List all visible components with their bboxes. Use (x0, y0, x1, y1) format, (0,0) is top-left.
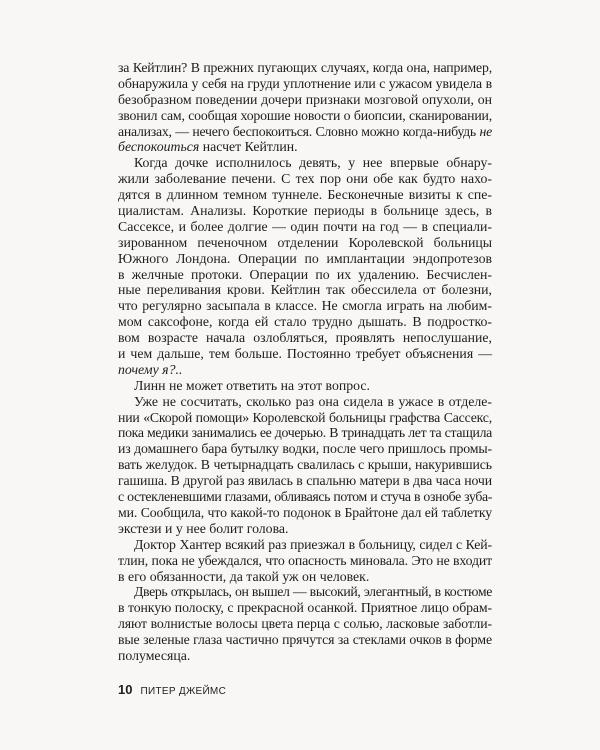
text-run: с остекленевшими глазами, обливаясь потом и стуча в ознобе зуба- (118, 489, 492, 505)
text-line (118, 171, 492, 187)
text-run: Линн не может ответить на этот вопрос. (134, 377, 370, 393)
text-run: Дверь открылась, он вышел — высокий, элегантный, в костюме (134, 584, 492, 600)
text-run: за Кейтлин? В прежних пугающих случаях, когда она, например, (118, 60, 492, 75)
text-run: в тонкую полоску, с прекрасной осанкой. Приятное лицо обрам- (118, 600, 492, 616)
text-run: пока медики занимались ее дочерью. В тринадцать лет та стащила (118, 425, 492, 441)
text-run: ми. Сообщила, что какой-то подонок в Брайтоне дал ей таблетку (118, 504, 492, 520)
text-run: в желчные протоки. Операции по их удалению. Бесчислен- (118, 266, 492, 282)
text-run: и чем дальше, тем больше. Постоянно требует объяснения — (118, 346, 492, 362)
text-run: зированном печеночном отделении Королевской больницы (118, 234, 492, 250)
text-line (118, 457, 492, 473)
paragraph (118, 537, 492, 585)
text-line (118, 235, 492, 251)
italic-text: почему я?.. (118, 361, 183, 377)
text-line (118, 203, 492, 219)
paragraph (118, 155, 492, 377)
text-line (118, 267, 492, 283)
text-run: нии «Скорой помощи» Королевской больницы графства Сассекс, (118, 409, 492, 425)
text-run: циалистам. Анализы. Короткие периоды в больнице здесь, в (118, 203, 492, 219)
body-text (118, 60, 492, 664)
text-run: Южного Лондона. Операции по имплантации эндопротезов (118, 250, 492, 266)
text-run: обнаружила у себя на груди уплотнение или с ужасом увидела в (118, 75, 492, 91)
text-run: вые зеленые глаза частично прячутся за стеклами очков в форме (118, 632, 492, 648)
paragraph (118, 60, 492, 155)
text-run: ные переливания крови. Кейтлин так обессилела от болезни, (118, 282, 492, 298)
text-run: тлин, пока не убеждался, что опасность миновала. Это не входит (118, 552, 492, 568)
text-run: вать желудок. В четырнадцать свалилась с крыши, накурившись (118, 457, 492, 473)
text-run: Когда дочке исполнилось девять, у нее впервые обнару- (134, 155, 492, 171)
text-line (118, 76, 492, 92)
text-line (118, 282, 492, 298)
text-run: звонил сам, сообщая хорошие новости о биопсии, сканировании, (118, 107, 492, 123)
text-run: анализах, — нечего беспокоиться. Словно можно когда-нибудь (118, 123, 480, 139)
text-line (118, 108, 492, 124)
text-line (118, 378, 492, 394)
text-line (118, 330, 492, 346)
text-line (118, 569, 492, 585)
page-number: 10 (118, 682, 133, 697)
text-run: мом саксофоне, когда ей стало трудно дышать. В подростко- (118, 314, 492, 330)
text-line (118, 489, 492, 505)
text-line (118, 553, 492, 569)
text-run: в его обязанности, да такой уж он человек. (118, 568, 370, 584)
text-run: Уже не сосчитать, сколько раз она сидела в ужасе в отделе- (134, 393, 492, 409)
text-run: насчет Кейтлин. (199, 139, 298, 155)
italic-text: не (479, 123, 492, 139)
text-run: Сассексе, и более долгие — один почти на год — в специали- (118, 218, 492, 234)
text-run: жили заболевание печени. С тех пор они обе как будто нахо- (118, 171, 492, 187)
text-run: что регулярно засыпала в классе. Не смогла играть на любим- (118, 298, 492, 314)
text-line (118, 346, 492, 362)
text-line (118, 60, 492, 76)
text-line (118, 219, 492, 235)
text-line (118, 616, 492, 632)
text-line (118, 505, 492, 521)
text-line (118, 441, 492, 457)
page-footer (118, 682, 226, 698)
text-line (118, 473, 492, 489)
text-line (118, 251, 492, 267)
text-line (118, 537, 492, 553)
running-footer: ПИТЕР ДЖЕЙМС (140, 686, 227, 697)
text-run: Доктор Хантер всякий раз приезжал в больницу, сидел с Кей- (134, 536, 492, 552)
paragraph (118, 584, 492, 663)
text-line (118, 394, 492, 410)
paragraph (118, 394, 492, 537)
text-run: безобразном поведении дочери признаки мозговой опухоли, он (118, 91, 492, 107)
text-line (118, 314, 492, 330)
paragraph (118, 378, 492, 394)
italic-text: беспокоиться (118, 139, 200, 155)
text-line (118, 92, 492, 108)
text-line (118, 600, 492, 616)
text-line (118, 124, 492, 140)
text-line (118, 298, 492, 314)
text-line (118, 425, 492, 441)
text-run: ляют волнистые волосы цвета перца с солью, ласковые заботли- (118, 616, 492, 632)
text-line (118, 521, 492, 537)
text-line (118, 648, 492, 664)
text-run: полумесяца. (118, 647, 191, 663)
text-run: дятся в длинном темном туннеле. Бесконечные визиты к спе- (118, 187, 492, 203)
text-run: гашиша. В другой раз явилась в спальню матери в два часа ночи (118, 473, 492, 489)
text-run: экстези и у нее болит голова. (118, 520, 289, 536)
text-line (118, 187, 492, 203)
text-line (118, 584, 492, 600)
text-line (118, 155, 492, 171)
text-line (118, 139, 492, 155)
text-line (118, 410, 492, 426)
text-run: из домашнего бара бутылку водки, после чего пришлось промы- (118, 441, 492, 457)
text-line (118, 362, 492, 378)
text-run: вом возрасте начала озлобляться, проявлять непослушание, (118, 330, 492, 346)
text-line (118, 632, 492, 648)
